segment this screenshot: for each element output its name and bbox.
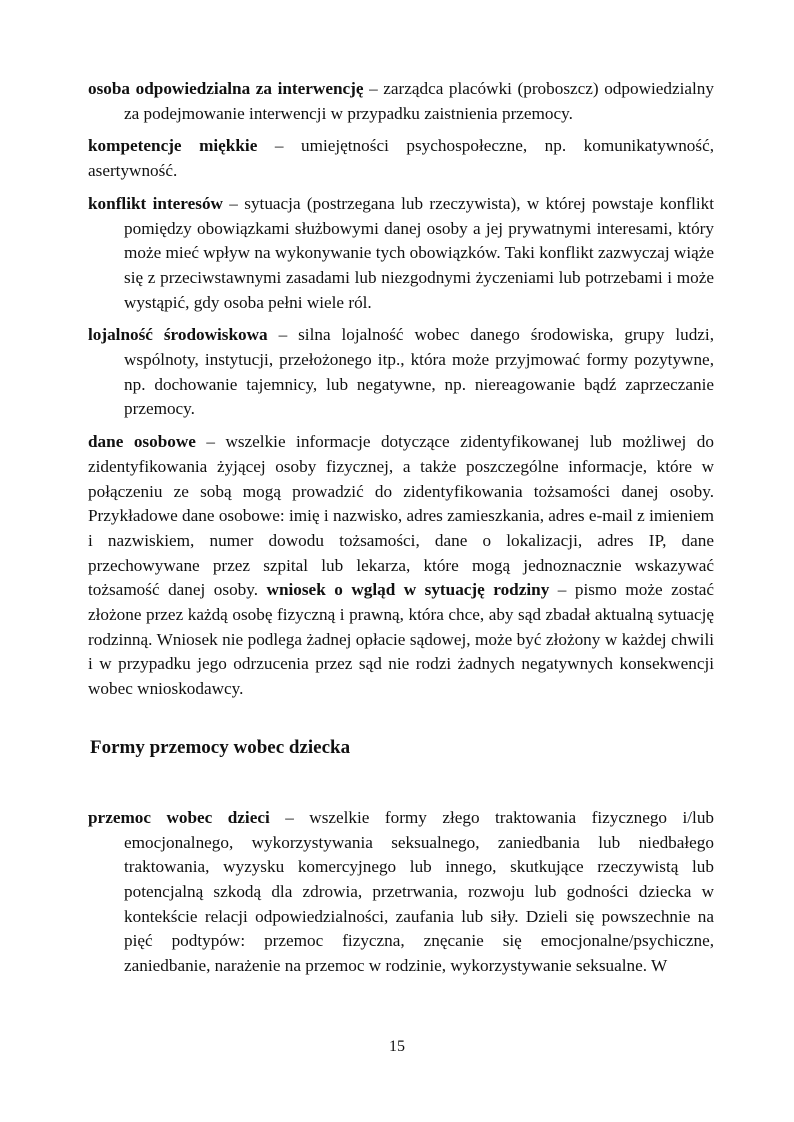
glossary-definition: wszelkie informacje dotyczące zidentyfikowanej lub możliwej do zidentyfikowania żyjącej osoby fizycznej, a także poszczególne informacje, które w połączeniu ze sobą mogą prowadzić do zidentyfikowania tożsamości danej osoby. Przykładowe dane osobowe: imię i nazwisko, adres zamieszkania, adres e-mail z imieniem i nazwiskiem, numer dowodu tożsamości, dane o lokalizacji, adres IP, dane przechowywane przez szpital lub lekarza, które mogą jednoznacznie wskazywać tożsamość danej osoby. bbox=[88, 432, 714, 600]
glossary-term: lojalność środowiskowa bbox=[88, 325, 268, 345]
document-body bbox=[88, 77, 714, 987]
term-separator: – bbox=[363, 79, 384, 98]
glossary-definition: pismo może zostać złożone przez każdą osobę fizyczną i prawną, która chce, aby sąd zbadał aktualną sytuację rodzinną. Wniosek nie podlega żadnej opłacie sądowej, może być złożony w każdej chwili i w przypadku jego odrzucenia przez sąd nie rodzi żadnych negatywnych konsekwencji wobec wnioskodawcy. bbox=[88, 580, 715, 699]
glossary-definition: wszelkie formy złego traktowania fizycznego i/lub emocjonalnego, wykorzystywania seksualnego, zaniedbania lub niedbałego traktowania, wyzysku komercyjnego lub innego, skutkujące rzeczywistą lub potencjalną szkodą dla zdrowia, przetrwania, rozwoju lub godności dziecka w kontekście relacji odpowiedzialności, zaufania lub siły. Dzieli się powszechnie na pięć podtypów: przemoc fizyczna, znęcanie się emocjonalne/psychiczne, zaniedbanie, narażenie na przemoc w rodzinie, wykorzystywanie seksualne. W bbox=[124, 807, 715, 976]
term-separator: – bbox=[257, 136, 302, 156]
term-separator: – bbox=[267, 325, 299, 345]
glossary-term: dane osobowe bbox=[88, 432, 196, 452]
page-number: 15 bbox=[389, 1038, 405, 1055]
glossary-term: przemoc wobec dzieci bbox=[88, 807, 270, 827]
glossary-term: wniosek o wgląd w sytuację rodziny bbox=[266, 580, 550, 600]
glossary-definition: sytuacja (postrzegana lub rzeczywista), w której powstaje konflikt pomiędzy obowiązkami służbowymi danej osoby a jej prywatnymi interesami, który może mieć wpływ na wykonywanie tych obowiązków. Taki konflikt zazwyczaj wiąże się z przeciwstawnymi zasadami lub niezgodnymi życzeniami lub potrzebami i może wystąpić, gdy osoba pełni wiele ról. bbox=[124, 193, 714, 312]
glossary-definition: silna lojalność wobec danego środowiska, grupy ludzi, wspólnoty, instytucji, przełożonego itp., która może przyjmować formy pozytywne, np. dochowanie tajemnicy, lub negatywne, np. niereagowanie bądź zaprzeczanie przemocy. bbox=[124, 325, 715, 419]
glossary-term: kompetencje miękkie bbox=[88, 136, 258, 156]
section-heading: Formy przemocy wobec dziecka bbox=[90, 736, 351, 758]
glossary-entry-soft-skills bbox=[88, 134, 714, 183]
glossary-definition: umiejętności psychospołeczne, np. komunikatywność, asertywność. bbox=[88, 136, 715, 181]
glossary-definition: zarządca placówki (proboszcz) odpowiedzialny za podejmowanie interwencji w przypadku zaistnienia przemocy. bbox=[124, 79, 714, 123]
term-separator: – bbox=[222, 193, 245, 213]
term-separator: – bbox=[195, 432, 226, 452]
glossary-entry-intervention bbox=[88, 77, 714, 126]
glossary-term: konflikt interesów bbox=[88, 193, 223, 213]
glossary-entry-child-abuse bbox=[88, 806, 714, 979]
glossary-term: osoba odpowiedzialna za interwencję bbox=[88, 79, 364, 98]
term-separator: – bbox=[549, 580, 575, 600]
glossary-entry-conflict-of-interest bbox=[88, 192, 714, 316]
term-separator: – bbox=[269, 807, 310, 827]
glossary-entry-environmental-loyalty bbox=[88, 323, 714, 422]
glossary-entry-personal-data bbox=[88, 430, 714, 702]
